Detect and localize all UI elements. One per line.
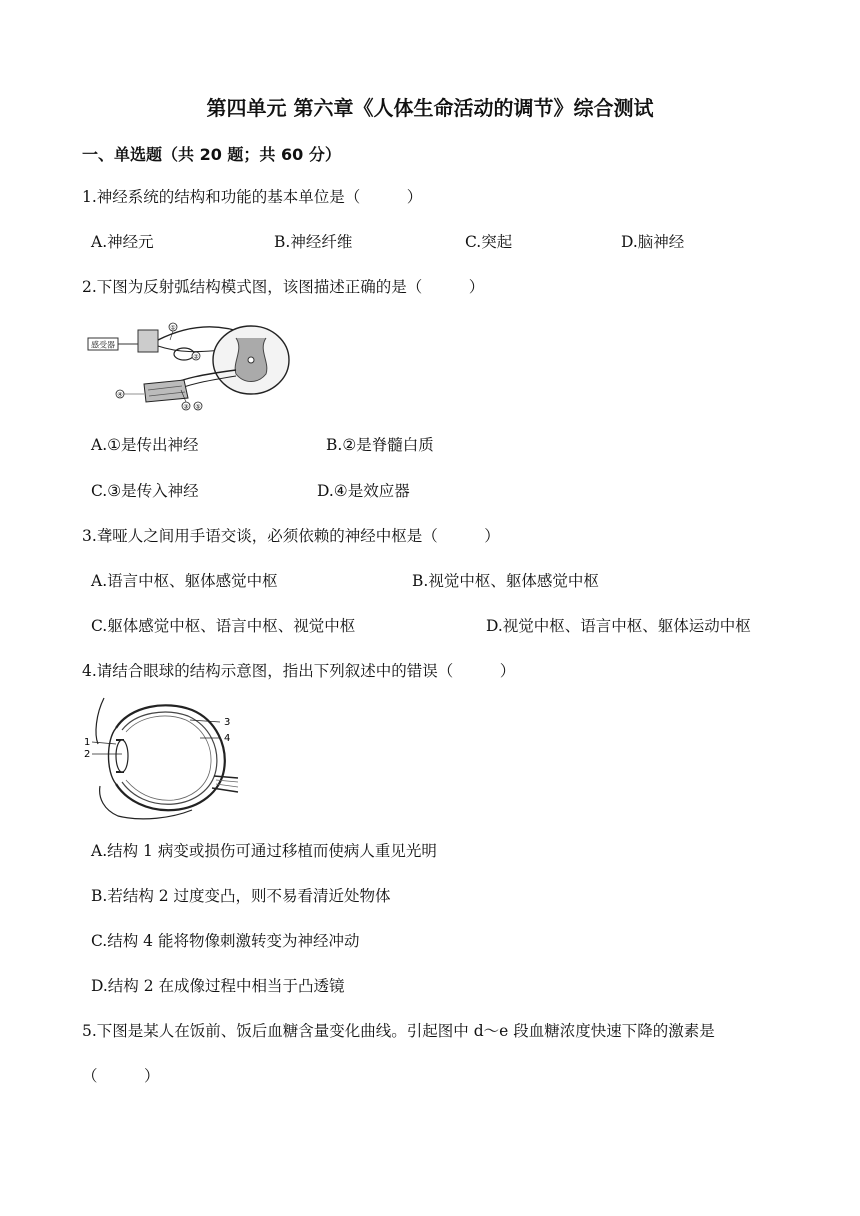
q2-option-b: B.②是脊髓白质 bbox=[326, 436, 434, 454]
question-3-stem: 3.聋哑人之间用手语交谈，必须依赖的神经中枢是（ ） bbox=[82, 527, 500, 545]
q2-option-c: C.③是传入神经 bbox=[91, 482, 199, 500]
q3-option-a: A.语言中枢、躯体感觉中枢 bbox=[91, 572, 278, 590]
q1-option-d: D.脑神经 bbox=[621, 233, 685, 251]
receptor-label: 感受器 bbox=[91, 340, 115, 350]
eye-label-2: 2 bbox=[84, 749, 91, 760]
marker-1: ① bbox=[170, 324, 176, 332]
q4-option-c: C.结构 4 能将物像刺激转变为神经冲动 bbox=[91, 932, 360, 950]
eye-label-1: 1 bbox=[84, 737, 91, 748]
q4-option-a: A.结构 1 病变或损伤可通过移植而使病人重见光明 bbox=[91, 842, 437, 860]
question-5-stem: 5.下图是某人在饭前、饭后血糖含量变化曲线。引起图中 d～e 段血糖浓度快速下降的激素是 bbox=[82, 1022, 715, 1040]
reflex-arc-figure bbox=[86, 318, 302, 413]
page-title: 第四单元 第六章《人体生命活动的调节》综合测试 bbox=[206, 96, 654, 120]
marker-2: ② bbox=[193, 353, 199, 361]
q4-option-b: B.若结构 2 过度变凸，则不易看清近处物体 bbox=[91, 887, 391, 905]
eye-label-4: 4 bbox=[224, 733, 231, 744]
q4-option-d: D.结构 2 在成像过程中相当于凸透镜 bbox=[91, 977, 345, 995]
question-1-stem: 1.神经系统的结构和功能的基本单位是（ ） bbox=[82, 188, 423, 206]
marker-4: ④ bbox=[117, 391, 123, 399]
q3-option-d: D.视觉中枢、语言中枢、躯体运动中枢 bbox=[486, 617, 751, 635]
q3-option-c: C.躯体感觉中枢、语言中枢、视觉中枢 bbox=[91, 617, 356, 635]
q2-option-d: D.④是效应器 bbox=[317, 482, 410, 500]
question-2-stem: 2.下图为反射弧结构模式图，该图描述正确的是（ ） bbox=[82, 278, 485, 296]
q1-option-c: C.突起 bbox=[465, 233, 513, 251]
question-5-stem-continued: （ ） bbox=[82, 1067, 160, 1085]
section-heading: 一、单选题（共 20 题；共 60 分） bbox=[82, 145, 341, 164]
q1-option-b: B.神经纤维 bbox=[274, 233, 353, 251]
marker-3: ③ bbox=[183, 403, 189, 411]
eyeball-figure bbox=[82, 694, 242, 822]
q2-option-a: A.①是传出神经 bbox=[91, 436, 199, 454]
eye-label-3: 3 bbox=[224, 717, 231, 728]
question-4-stem: 4.请结合眼球的结构示意图，指出下列叙述中的错误（ ） bbox=[82, 662, 516, 680]
q3-option-b: B.视觉中枢、躯体感觉中枢 bbox=[412, 572, 599, 590]
q1-option-a: A.神经元 bbox=[91, 233, 154, 251]
marker-5: ⑤ bbox=[195, 403, 201, 411]
